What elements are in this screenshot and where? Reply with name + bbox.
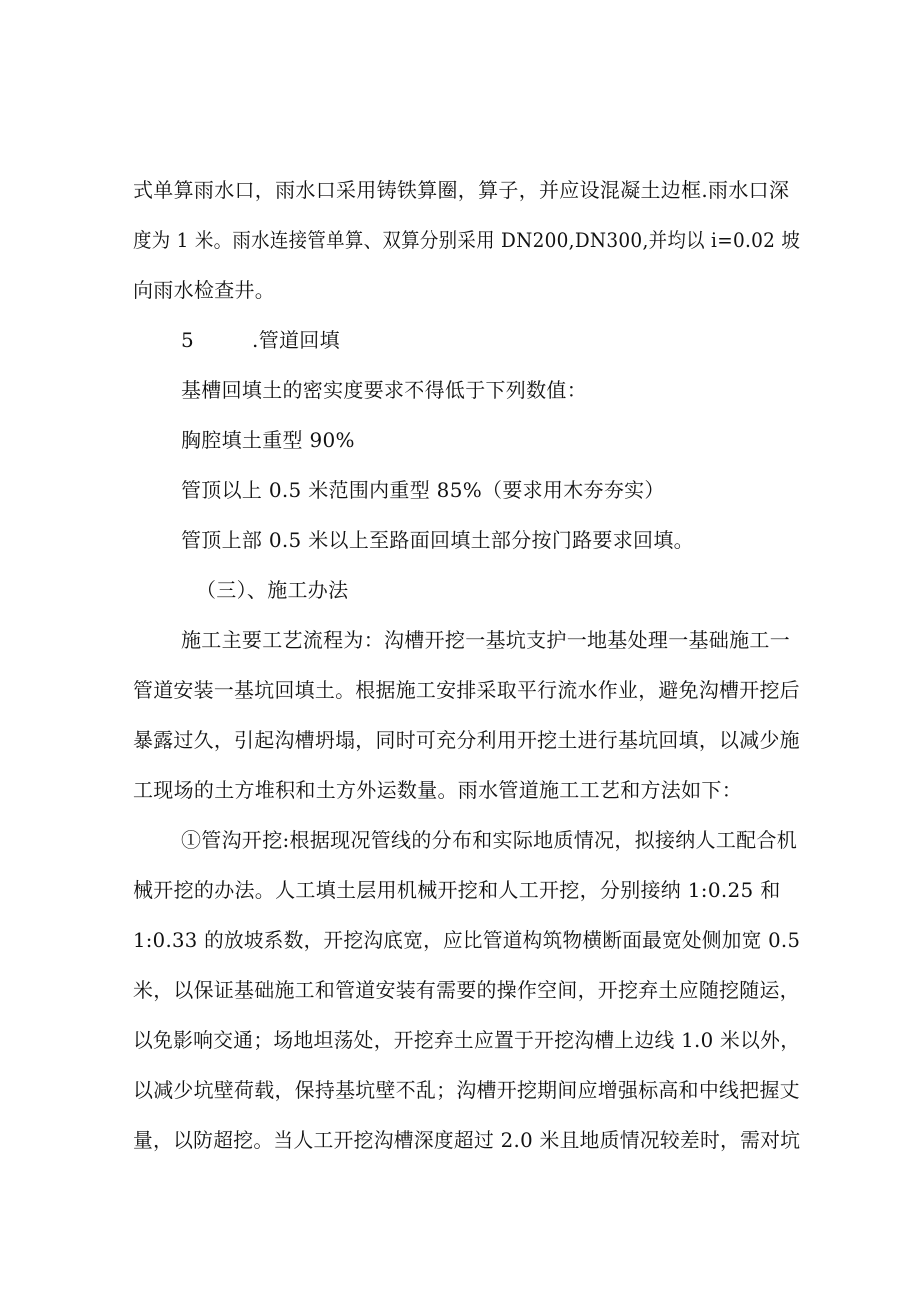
section-title: .管道回填 [252, 328, 340, 352]
paragraph-line: 度为 1 米。雨水连接管单算、双算分别采用 DN200,DN300,并均以 i=0.02 坡 [133, 228, 801, 252]
paragraph-line: 管顶上部 0.5 米以上至路面回填土部分按门路要求回填。 [181, 528, 694, 552]
paragraph-line: 基槽回填土的密实度要求不得低于下列数值： [181, 378, 587, 402]
paragraph-line: 暴露过久，引起沟槽坍塌，同时可充分利用开挖土进行基坑回填，以减少施 [133, 728, 800, 752]
paragraph-line: 以减少坑壁荷载，保持基坑壁不乱；沟槽开挖期间应增强标高和中线把握丈 [133, 1078, 800, 1102]
paragraph-line: 胸腔填土重型 90% [181, 428, 355, 452]
section-number: 5 [181, 328, 195, 352]
paragraph-line: 向雨水检查井。 [133, 278, 276, 302]
paragraph-line: 工现场的土方堆积和土方外运数量。雨水管道施工工艺和方法如下： [133, 778, 742, 802]
paragraph-line: 米，以保证基础施工和管道安装有需要的操作空间，开挖弃土应随挖随运， [133, 978, 800, 1002]
paragraph-line: 施工主要工艺流程为：沟槽开挖一基坑支护一地基处理一基础施工一 [181, 628, 790, 652]
paragraph-line: 械开挖的办法。人工填土层用机械开挖和人工开挖，分别接纳 1:0.25 和 [133, 878, 781, 902]
paragraph-line: 1:0.33 的放坡系数，开挖沟底宽，应比管道构筑物横断面最宽处侧加宽 0.5 [133, 928, 801, 952]
paragraph-line: 管顶以上 0.5 米范围内重型 85%（要求用木夯夯实） [181, 478, 665, 502]
paragraph-line: 以免影响交通；场地坦荡处，开挖弃土应置于开挖沟槽上边线 1.0 米以外， [133, 1028, 801, 1052]
paragraph-line: 量，以防超挖。当人工开挖沟槽深度超过 2.0 米且地质情况较差时，需对坑 [133, 1128, 801, 1152]
paragraph-line: 管道安装一基坑回填土。根据施工安排采取平行流水作业，避免沟槽开挖后 [133, 678, 800, 702]
section-heading [181, 327, 340, 353]
subsection-heading: （三）、施工办法 [196, 578, 349, 602]
paragraph-line: 式单算雨水口，雨水口采用铸铁算圈，算子，并应设混凝土边框.雨水口深 [133, 178, 790, 202]
paragraph-line: ①管沟开挖:根据现况管线的分布和实际地质情况，拟接纳人工配合机 [181, 828, 798, 852]
